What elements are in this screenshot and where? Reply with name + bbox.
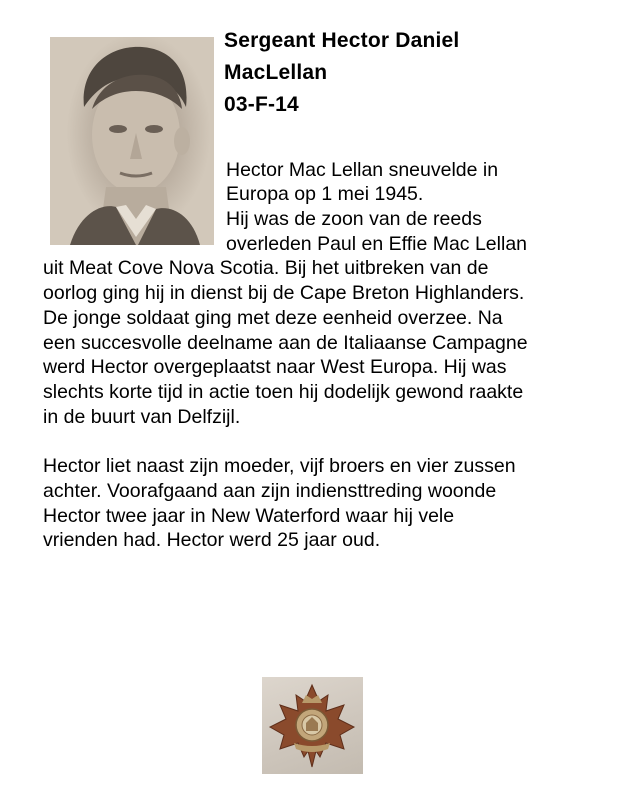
bio-line: slechts korte tijd in actie toen hij dodelijk gewond raakte [43,381,524,403]
bio-line: Europa op 1 mei 1945. [226,183,424,205]
bio-line: De jonge soldaat ging met deze eenheid overzee. Na [43,307,503,329]
bio-line: Hij was de zoon van de reeds [226,208,482,230]
title-name-line1: Sergeant Hector Daniel [224,29,460,52]
bio-line: overleden Paul en Effie Mac Lellan [226,233,528,255]
bio-line: oorlog ging hij in dienst bij de Cape Breton Highlanders. [43,282,525,304]
bio-line: achter. Voorafgaand aan zijn indiensttreding woonde [43,480,497,502]
bio-line: uit Meat Cove Nova Scotia. Bij het uitbreken van de [43,257,489,279]
bio-line: een succesvolle deelname aan de Italiaanse Campagne [43,332,528,354]
regimental-cap-badge-icon [262,677,363,774]
bio-line: Hector twee jaar in New Waterford waar hij vele [43,505,455,527]
grave-code: 03-F-14 [224,93,299,116]
bio-line: Hector Mac Lellan sneuvelde in [226,159,499,181]
bio-line: werd Hector overgeplaatst naar West Europa. Hij was [43,356,507,378]
bio-line: in de buurt van Delfzijl. [43,406,241,428]
bio-line: Hector liet naast zijn moeder, vijf broers en vier zussen [43,455,516,477]
bio-line: vrienden had. Hector werd 25 jaar oud. [43,529,381,551]
title-name-line2: MacLellan [224,61,328,84]
